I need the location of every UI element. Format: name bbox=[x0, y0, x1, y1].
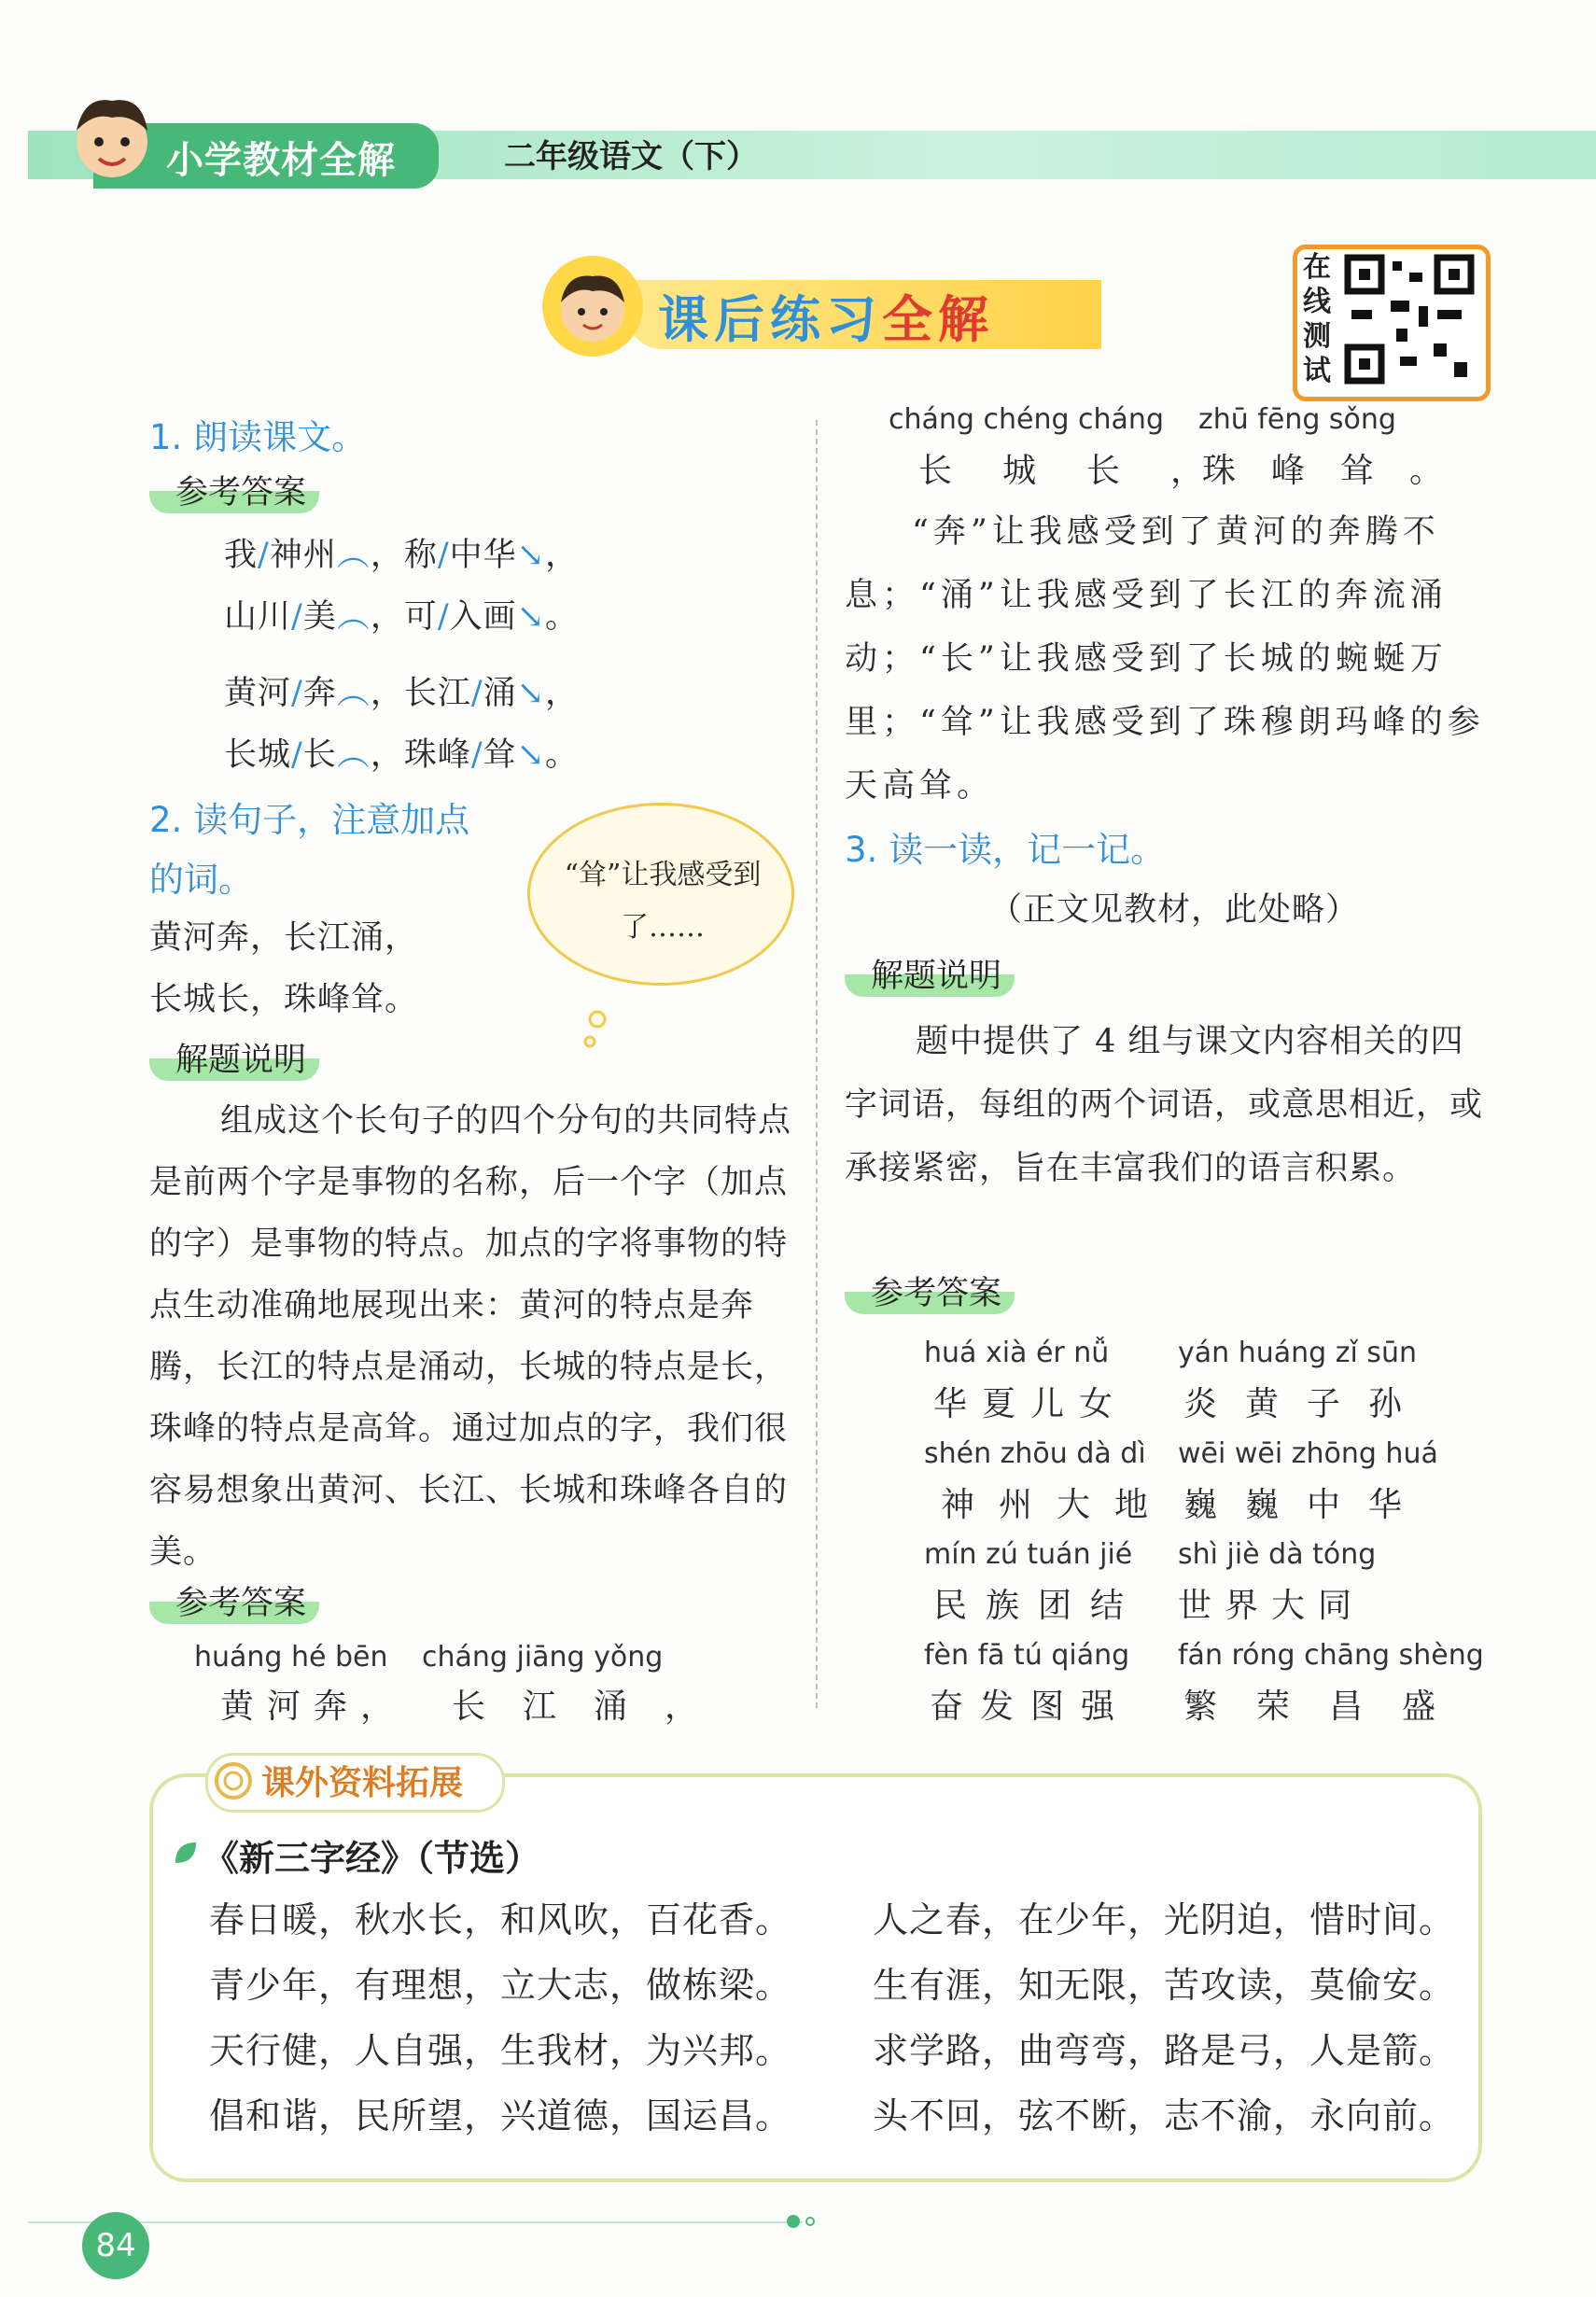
poem-line: 人之春，在少年，光阴迫，惜时间。 bbox=[873, 1899, 1456, 1940]
word-hanzi-1a: 华夏儿女 bbox=[933, 1385, 1128, 1423]
poem-line: 春日暖，秋水长，和风吹，百花香。 bbox=[209, 1899, 792, 1940]
leaf-icon bbox=[172, 1839, 200, 1867]
word-hanzi-2a: 神州大地 bbox=[941, 1486, 1173, 1524]
column-divider bbox=[816, 420, 818, 1708]
qr-label: 在线测试 bbox=[1303, 251, 1331, 387]
right-hanzi-2: 珠峰耸。 bbox=[1202, 452, 1479, 490]
page-number: 84 bbox=[82, 2212, 149, 2279]
right-answer-text: “奔”让我感受到了黄河的奔腾不息；“涌”让我感受到了长江的奔流涌动；“长”让我感受到了长城的蜿蜒万里；“耸”让我感受到了珠穆朗玛峰的参天高耸。 bbox=[845, 513, 1485, 805]
poem-left-column bbox=[209, 1887, 791, 2149]
poem-line: 青少年，有理想，立大志，做栋梁。 bbox=[209, 1965, 792, 2006]
q2-explain-tag: 解题说明 bbox=[149, 1034, 319, 1081]
thought-bubble-dots-icon bbox=[577, 1008, 614, 1055]
word-pinyin-3b: shì jiè dà tóng bbox=[1178, 1538, 1377, 1571]
word-hanzi-1b: 炎黄子孙 bbox=[1183, 1385, 1431, 1423]
word-pinyin-2b: wēi wēi zhōng huá bbox=[1178, 1437, 1438, 1470]
q1-line-2: 山川/美︵，可/入画↘。 bbox=[224, 598, 580, 636]
word-pinyin-4a: fèn fā tú qiáng bbox=[924, 1639, 1130, 1672]
word-pinyin-4b: fán róng chāng shèng bbox=[1178, 1639, 1484, 1672]
footer-line bbox=[28, 2221, 803, 2223]
q2-title-line1: 2. 读句子，注意加点 bbox=[149, 800, 470, 840]
q2-sentence-line2: 长城长，珠峰耸。 bbox=[149, 981, 419, 1018]
banner-title bbox=[658, 280, 994, 352]
q2-explanation: 组成这个长句子的四个分句的共同特点是前两个字是事物的名称，后一个字（加点的字）是事物的特点。加点的字将事物的特点生动准确地展现出来：黄河的特点是奔腾，长江的特点是涌动，长城的特点是长，珠峰的特点是高耸。通过加点的字，我们很容易想象出黄河、长江、长城和珠峰各自的美。 bbox=[149, 1102, 792, 1571]
q2-answer-pinyin-1: huáng hé bēn bbox=[194, 1641, 388, 1674]
q3-explanation: 题中提供了 4 组与课文内容相关的四字词语，每组的两个词语，或意思相近，或承接紧密，旨在丰富我们的语言积累。 bbox=[845, 1023, 1484, 1187]
word-hanzi-4a: 奋发图强 bbox=[930, 1688, 1132, 1726]
q2-answer-pinyin-2: cháng jiāng yǒng bbox=[422, 1641, 664, 1674]
q3-title: 3. 读一读，记一记。 bbox=[845, 830, 1166, 870]
q2-answer-hanzi-1: 黄河奔， bbox=[220, 1688, 408, 1726]
poem-title: 《新三字经》（节选） bbox=[203, 1838, 541, 1879]
q1-line-1: 我/神州︵，称/中华↘， bbox=[224, 537, 580, 574]
word-hanzi-3a: 民族团结 bbox=[933, 1587, 1143, 1625]
q2-answer-hanzi-2: 长江涌， bbox=[452, 1688, 736, 1726]
word-hanzi-3b: 世界大同 bbox=[1178, 1587, 1365, 1625]
q1-line-3: 黄河/奔︵，长江/涌↘， bbox=[224, 675, 580, 712]
word-pinyin-3a: mín zú tuán jié bbox=[924, 1538, 1133, 1571]
q3-answer-tag: 参考答案 bbox=[845, 1268, 1015, 1314]
right-pinyin-1: cháng chéng cháng bbox=[889, 403, 1164, 436]
q3-note: （正文见教材，此处略） bbox=[989, 891, 1360, 929]
header-subject: 二年级语文（下） bbox=[504, 138, 758, 175]
poem-line: 头不回，弦不断，志不渝，永向前。 bbox=[873, 2095, 1456, 2136]
poem-line: 天行健，人自强，生我材，为兴邦。 bbox=[209, 2030, 792, 2071]
q3-explain-tag: 解题说明 bbox=[845, 950, 1015, 997]
footer-dots-icon bbox=[786, 2212, 819, 2231]
word-hanzi-4b: 繁荣昌盛 bbox=[1183, 1688, 1476, 1726]
spiral-icon bbox=[213, 1760, 254, 1801]
poem-right-column bbox=[873, 1887, 1455, 2149]
right-pinyin-2: zhū fēng sǒng bbox=[1198, 403, 1396, 436]
word-pinyin-1a: huá xià ér nǚ bbox=[924, 1337, 1110, 1369]
thought-cloud-text: “耸”让我感受到了…… bbox=[564, 859, 762, 944]
poem-line: 生有涯，知无限，苦攻读，莫偷安。 bbox=[873, 1965, 1456, 2006]
word-pinyin-2a: shén zhōu dà dì bbox=[924, 1437, 1146, 1470]
q2-answer-tag: 参考答案 bbox=[149, 1577, 319, 1624]
q1-line-4: 长城/长︵，珠峰/耸↘。 bbox=[224, 736, 580, 774]
qr-code-icon[interactable] bbox=[1344, 254, 1475, 385]
word-hanzi-2b: 巍巍中华 bbox=[1183, 1486, 1431, 1524]
boy-avatar-icon bbox=[537, 250, 649, 362]
q2-title-line2: 的词。 bbox=[149, 860, 253, 900]
boy-mascot-icon bbox=[56, 84, 168, 196]
poem-line: 求学路，曲弯弯，路是弓，人是箭。 bbox=[873, 2030, 1456, 2071]
poem-line: 倡和谐，民所望，兴道德，国运昌。 bbox=[209, 2095, 792, 2136]
q1-title: 1. 朗读课文。 bbox=[149, 417, 367, 457]
banner-title-highlight: 全解 bbox=[882, 290, 994, 349]
word-pinyin-1b: yán huáng zǐ sūn bbox=[1178, 1337, 1417, 1369]
right-hanzi-1: 长城长， bbox=[918, 452, 1255, 490]
extension-title: 课外资料拓展 bbox=[261, 1764, 464, 1802]
banner-title-main: 课后练习 bbox=[658, 290, 882, 349]
header-brand: 小学教材全解 bbox=[166, 139, 396, 182]
q1-answer-tag: 参考答案 bbox=[149, 467, 319, 513]
q2-sentence-line1: 黄河奔，长江涌， bbox=[149, 919, 419, 957]
